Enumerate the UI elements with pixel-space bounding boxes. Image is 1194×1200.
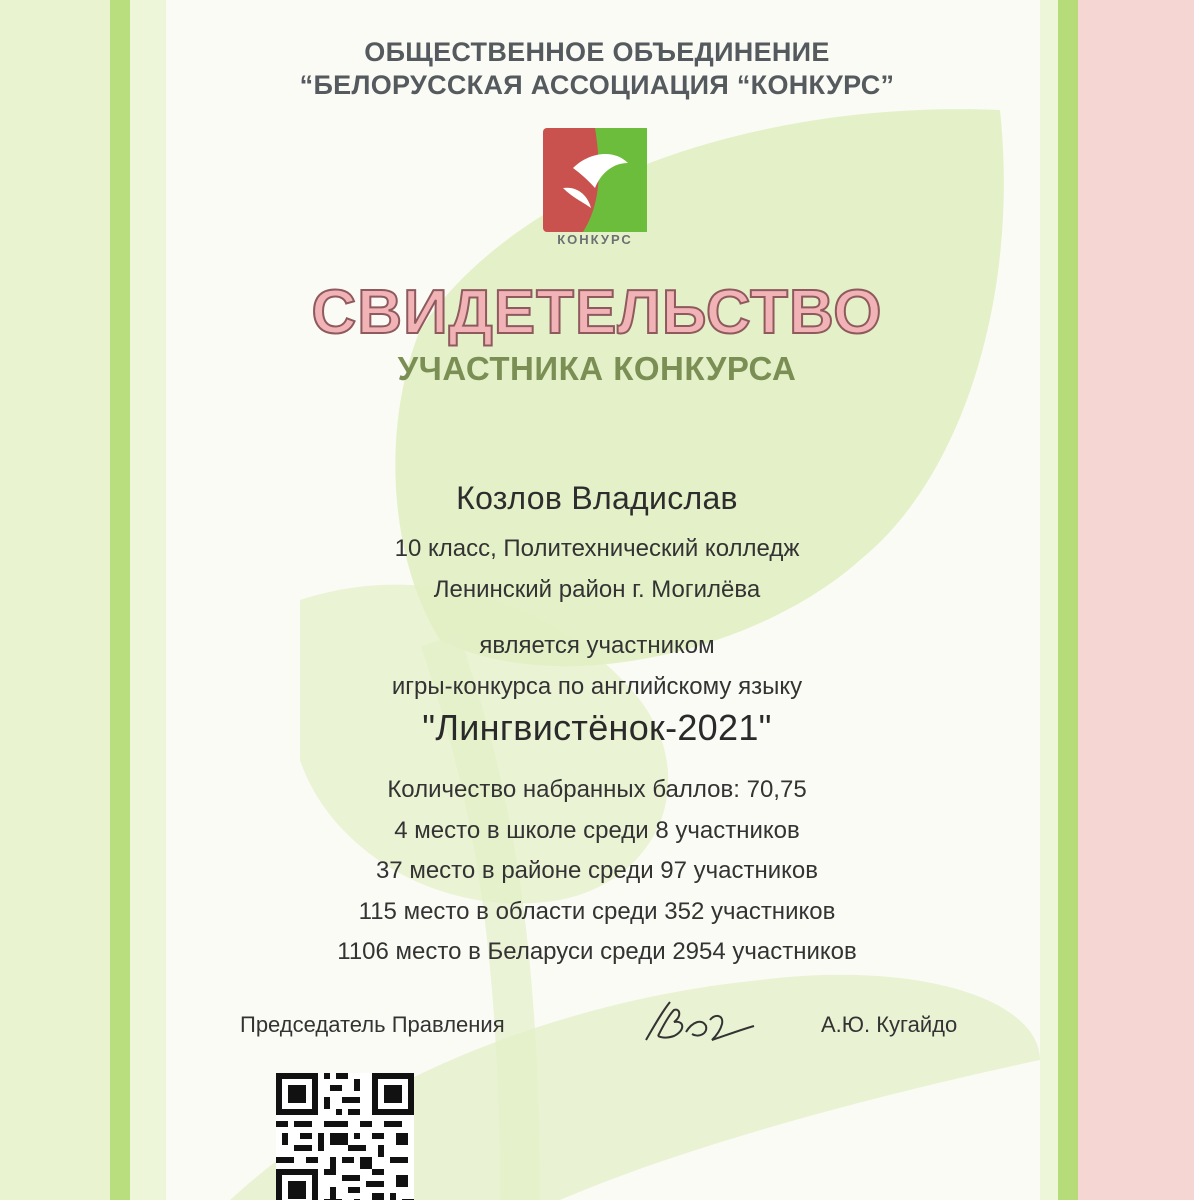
result-region: 115 место в области среди 352 участников: [358, 898, 836, 925]
organization-name: [0, 36, 1194, 102]
logo-caption: КОНКУРС: [557, 232, 633, 247]
qr-code-icon: [276, 1073, 414, 1200]
result-school: 4 место в школе среди 8 участников: [394, 817, 800, 844]
participant-district: Ленинский район г. Могилёва: [433, 576, 761, 603]
handwritten-signature-icon: [640, 996, 758, 1050]
contest-name: "Лингвистёнок-2021": [422, 707, 772, 748]
result-district: 37 место в районе среди 97 участников: [375, 857, 819, 884]
participant-name: Козлов Владислав: [456, 480, 738, 516]
result-score: Количество набранных баллов: 70,75: [387, 776, 807, 803]
participant-grade-school: 10 класс, Политехнический колледж: [394, 535, 800, 562]
organization-line-2: “БЕЛОРУССКАЯ АССОЦИАЦИЯ “КОНКУРС”: [299, 70, 895, 100]
statement-line-2: игры-конкурса по английскому языку: [391, 673, 803, 700]
statement-line-1: является участником: [479, 632, 715, 659]
result-country: 1106 место в Беларуси среди 2954 участников: [337, 938, 857, 965]
certificate-subtitle: УЧАСТНИКА КОНКУРСА: [397, 350, 797, 387]
signatory-position: Председатель Правления: [240, 1012, 505, 1037]
organization-line-1: ОБЩЕСТВЕННОЕ ОБЪЕДИНЕНИЕ: [364, 37, 830, 67]
signatory-name: А.Ю. Кугайдо: [821, 1012, 958, 1037]
certificate-title: СВИДЕТЕЛЬСТВО: [311, 278, 883, 347]
